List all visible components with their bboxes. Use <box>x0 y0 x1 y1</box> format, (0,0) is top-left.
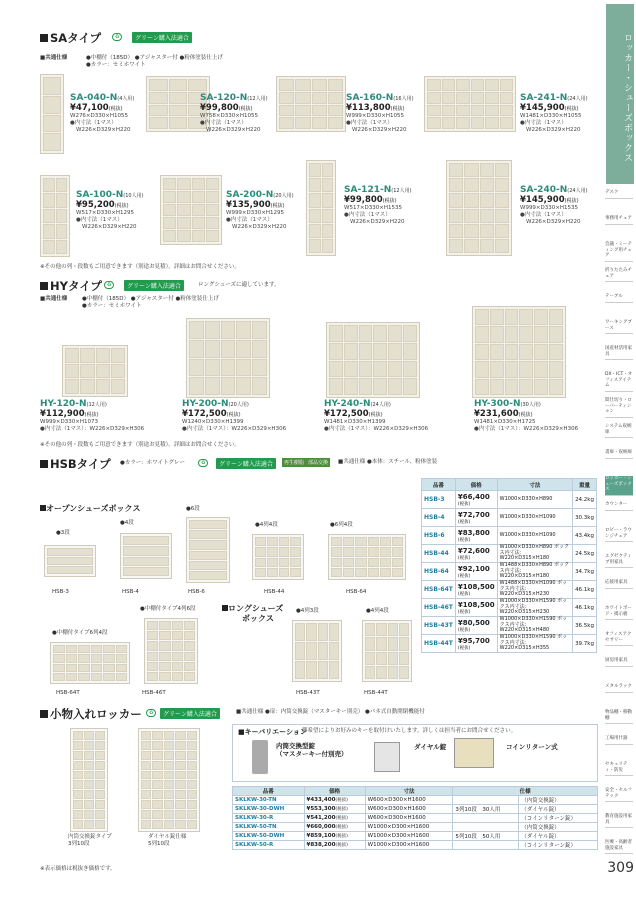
side-nav-item[interactable]: テーブル <box>605 294 633 303</box>
table-row <box>422 545 597 563</box>
side-tab-title: ロッカー・シューズボックス <box>606 4 634 184</box>
cell-dim: W1488×D330×H1090 ボックス内寸法：W220×D315×H230 <box>497 581 572 599</box>
cell-price: ¥83,800 (税抜) <box>455 527 497 545</box>
table-row <box>422 509 597 527</box>
cell-model: HSB-43T <box>422 617 456 635</box>
hy-note: ※その他の列・段数もご用意できます（別途お見積）。詳細はお問合せください。 <box>40 442 240 448</box>
side-nav-item[interactable]: 厨房用家具 <box>605 658 633 667</box>
side-nav-item[interactable]: ワーキングブース <box>605 320 633 334</box>
cell-price: ¥95,700 (税抜) <box>455 635 497 653</box>
cell-lock: （内筒交換錠） <box>519 823 598 832</box>
model-caption: HSB-46T <box>142 690 166 696</box>
hsb-price-table <box>421 478 597 653</box>
th: 仕様 <box>453 787 598 796</box>
page-number: 309 <box>607 860 634 876</box>
hy-section-title: HYタイプ <box>40 278 102 294</box>
table-row <box>233 796 598 805</box>
cell-model: HSB-4 <box>422 509 456 527</box>
cell-lock: （ダイヤル錠） <box>519 832 598 841</box>
spec-color: ●カラー：セミホワイト <box>86 62 146 68</box>
cell-weight: 24.2kg <box>573 491 597 509</box>
cell-price: ¥92,100 (税抜) <box>455 563 497 581</box>
caption: 内筒交換錠タイプ <box>68 834 112 840</box>
sa-item: SA-241-N(24人用) ¥145,900(税抜) W1481×D330×H1055 ●内寸法（1マス） W226×D329×H220 <box>520 93 588 133</box>
key-variation-desc: 御希望によりお好みのキーを取付けいたします。詳しくは担当者にお問合せください。 <box>302 728 517 734</box>
cell-model: HSB-6 <box>422 527 456 545</box>
hy-item: HY-120-N(12人用) ¥112,900(税抜) W999×D330×H1073 ●内寸法（1マス）：W226×D329×H306 <box>40 399 145 432</box>
table-row <box>233 841 598 850</box>
shelf-image <box>160 175 222 245</box>
cell-spec: 5列10段 50人用 <box>453 832 519 841</box>
cell-price: ¥553,300(税抜) <box>304 805 365 814</box>
cell-model: HSB-44T <box>422 635 456 653</box>
side-nav-item[interactable]: 医療・高齢者施設家具 <box>605 840 633 854</box>
key3-label: コインリターン式 <box>506 743 558 751</box>
shelf-image <box>306 160 336 256</box>
recycled-badge: 再生樹脂 <box>284 460 305 466</box>
eco-mark-icon: ♻ <box>104 281 114 289</box>
shelf-image <box>144 618 198 684</box>
th: 寸法 <box>365 787 453 796</box>
label: ●中棚付タイプ6列4段 <box>52 630 108 636</box>
model-caption: HSB-44 <box>264 589 285 595</box>
cell-model: HSB-64T <box>422 581 456 599</box>
eco-mark-icon: ♻ <box>112 33 122 41</box>
side-nav-item[interactable]: DX・ICT・オフィスアイテム <box>605 372 633 392</box>
cell-weight: 30.3kg <box>573 509 597 527</box>
side-nav-item[interactable]: ロビー・ラウンジチェア <box>605 528 633 542</box>
model-caption: HSB-6 <box>188 589 205 595</box>
hsb-color: ●カラー：ホワイトグレー <box>120 460 186 466</box>
th: 品番 <box>233 787 305 796</box>
th: 価格 <box>304 787 365 796</box>
model-caption: HSB-44T <box>364 690 388 696</box>
table-row <box>422 563 597 581</box>
table-row <box>233 805 598 814</box>
cell-weight: 34.7kg <box>573 563 597 581</box>
sa-section-title: SAタイプ <box>40 30 101 46</box>
cell-weight: 24.5kg <box>573 545 597 563</box>
shelf-image <box>446 160 512 256</box>
spec-label: ■共通仕様 <box>40 55 68 61</box>
label: ●6列4段 <box>330 522 353 528</box>
open-shoebox-title: オープンシューズボックス <box>40 503 140 514</box>
cell-dim: W1000×D330×H1090 <box>497 509 572 527</box>
cell-dim: W1000×D330×H1590 ボックス内寸法：W220×D315×H230 <box>497 599 572 617</box>
shelf-image <box>424 76 516 132</box>
cell-dim: W1000×D330×H890 <box>497 491 572 509</box>
cell-price: ¥838,200(税抜) <box>304 841 365 850</box>
cell-dim: W1000×D300×H1600 <box>365 832 453 841</box>
sa-note: ※その他の列・段数もご用意できます（別途お見積）。詳細はお問合せください。 <box>40 264 240 270</box>
side-nav-item[interactable]: 応接用家具 <box>605 580 633 589</box>
cell-price: ¥660,000(税抜) <box>304 823 365 832</box>
table-row <box>233 823 598 832</box>
side-nav-item[interactable]: 事務用チェア <box>605 216 633 225</box>
cell-model: HSB-64 <box>422 563 456 581</box>
cell-price: ¥66,400 (税抜) <box>455 491 497 509</box>
shelf-image <box>252 534 304 580</box>
shelf-image <box>62 345 128 397</box>
table-row <box>422 581 597 599</box>
cell-model: SKLKW-30-R <box>233 814 305 823</box>
shelf-image <box>326 322 420 398</box>
side-nav-item[interactable]: 会議・ミーティング用チェア <box>605 242 633 262</box>
side-nav-item[interactable]: オフィスアクセサリー <box>605 632 633 646</box>
th: 寸法 <box>497 479 572 491</box>
cell-price: ¥859,100(税抜) <box>304 832 365 841</box>
cell-model: SKLKW-30-TN <box>233 796 305 805</box>
side-index <box>602 0 636 900</box>
spec-label: ■共通仕様 <box>40 296 68 302</box>
cell-model: SKLKW-50-DWH <box>233 832 305 841</box>
shelf-image <box>362 620 412 682</box>
shelf-image <box>40 175 70 257</box>
side-nav-item[interactable]: 折りたたみチェア <box>605 268 633 282</box>
cell-spec <box>453 796 519 805</box>
cylinder-lock-icon <box>252 740 268 774</box>
sk-spec: ■共通仕様 ●扉：内筒交換錠（マスターキー別売） ●バネ式自動開閉機能付 <box>236 709 425 715</box>
label: ●中棚付タイプ4列6段 <box>140 606 196 612</box>
cell-model: HSB-46T <box>422 599 456 617</box>
green-badge: グリーン購入法適合 <box>160 708 220 719</box>
shelf-image <box>44 545 96 577</box>
long-shoebox-title: ロングシューズ ボックス <box>222 604 283 624</box>
cell-model: SKLKW-50-R <box>233 841 305 850</box>
caption: 3列10段 <box>68 841 90 847</box>
footnote: ※表示価格は税抜き価格です。 <box>40 866 116 872</box>
shelf-image <box>276 76 346 132</box>
table-row <box>422 599 597 617</box>
cell-dim: W1000×D330×H1090 <box>497 527 572 545</box>
spec-text: ●中棚付（185D） ●アジャスター付 ●粉体塗装仕上げ <box>86 55 223 61</box>
green-badge: グリーン購入法適合 <box>216 458 276 469</box>
cell-weight: 46.1kg <box>573 581 597 599</box>
sa-item: SA-240-N(24人用) ¥145,900(税抜) W999×D330×H1535 ●内寸法（1マス） W226×D329×H220 <box>520 185 588 225</box>
sk-section-title: 小物入れロッカー <box>40 706 142 722</box>
table-row <box>422 635 597 653</box>
side-nav-item[interactable]: 安全・セルフテック <box>605 788 633 802</box>
key1-label: 内筒交換型錠 （マスターキー付別売） <box>276 742 348 758</box>
shelf-image <box>50 642 130 684</box>
model-caption: HSB-3 <box>52 589 69 595</box>
shelf-image <box>328 534 406 580</box>
side-nav-item[interactable]: 物品棚・移動棚 <box>605 710 633 724</box>
cell-model: HSB-44 <box>422 545 456 563</box>
label: ●6段 <box>186 506 200 512</box>
key-variation-title: ■キーバリエーション <box>238 728 307 736</box>
cell-lock: （内筒交換錠） <box>519 796 598 805</box>
side-nav-item[interactable]: 書庫・収納庫 <box>605 450 633 459</box>
cell-weight: 43.4kg <box>573 527 597 545</box>
cell-spec <box>453 823 519 832</box>
sk-price-table <box>232 786 598 850</box>
model-caption: HSB-43T <box>296 690 320 696</box>
cell-price: ¥108,500 (税抜) <box>455 581 497 599</box>
side-nav-item[interactable]: メタルラック <box>605 684 633 693</box>
green-badge: グリーン購入法適合 <box>124 280 184 291</box>
cell-lock: （コインリターン錠） <box>519 814 598 823</box>
th: 価格 <box>455 479 497 491</box>
coin-return-icon <box>454 738 494 768</box>
cell-model: SKLKW-30-DWH <box>233 805 305 814</box>
cell-price: ¥108,500 (税抜) <box>455 599 497 617</box>
hsb-section-title: HSBタイプ <box>40 456 111 472</box>
side-nav-item[interactable]: ホワイトボード・掲示板 <box>605 606 633 620</box>
dial-lock-icon <box>374 742 400 772</box>
side-nav-item[interactable]: 間仕切り・ローパーティション <box>605 398 633 418</box>
label: ●4段 <box>120 520 134 526</box>
cell-dim: W600×D300×H1600 <box>365 805 453 814</box>
spec-color: ●カラー：セミホワイト <box>82 303 142 309</box>
eco-mark-icon: ♻ <box>198 459 208 467</box>
spec-text: ●中棚付（185D） ●アジャスター付 ●粉体塗装仕上げ <box>82 296 219 302</box>
caption: 5列10段 <box>148 841 170 847</box>
cell-weight: 39.7kg <box>573 635 597 653</box>
label: ●4列4段 <box>255 522 278 528</box>
side-nav-item[interactable]: デスク <box>605 190 633 199</box>
th: 品番 <box>422 479 456 491</box>
hy-item: HY-300-N(30人用) ¥231,600(税抜) W1481×D330×H1725 ●内寸法（1マス）：W226×D329×H306 <box>474 399 579 432</box>
sa-item: SA-100-N(10人用) ¥95,200(税抜) W517×D330×H1295 ●内寸法（1マス） W226×D329×H220 <box>76 190 144 230</box>
cell-dim: W1000×D300×H1600 <box>365 823 453 832</box>
sa-item: SA-121-N(12人用) ¥99,800(税抜) W517×D330×H1535 ●内寸法（1マス） W226×D329×H220 <box>344 185 412 225</box>
table-row <box>233 814 598 823</box>
cell-spec <box>453 814 519 823</box>
eco-mark-icon: ♻ <box>146 709 156 717</box>
model-caption: HSB-4 <box>122 589 139 595</box>
cell-spec: 3列10段 30人用 <box>453 805 519 814</box>
cell-dim: W1000×D300×H1600 <box>365 841 453 850</box>
table-row <box>422 617 597 635</box>
cell-price: ¥433,400(税抜) <box>304 796 365 805</box>
cell-dim: W1000×D330×H1590 ボックス内寸法：W220×D315×H355 <box>497 635 572 653</box>
cell-price: ¥80,500 (税抜) <box>455 617 497 635</box>
label: ●3段 <box>56 530 70 536</box>
side-nav-item[interactable]: 教育施設用家具 <box>605 814 633 828</box>
table-header-row <box>233 787 598 796</box>
label: ●4列4段 <box>366 608 389 614</box>
cell-model: SKLKW-50-TN <box>233 823 305 832</box>
table-row <box>422 527 597 545</box>
side-nav-item[interactable]: セキュリティ・防災 <box>605 762 633 776</box>
cell-price: ¥541,200(税抜) <box>304 814 365 823</box>
cell-model: HSB-3 <box>422 491 456 509</box>
shelf-image <box>472 306 566 398</box>
sa-item: SA-120-N(12人用) ¥99,800(税抜) W758×D330×H1055 ●内寸法（1マス） W226×D329×H220 <box>200 93 268 133</box>
hy-item: HY-240-N(24人用) ¥172,500(税抜) W1481×D330×H1399 ●内寸法（1マス）：W226×D329×H306 <box>324 399 429 432</box>
model-caption: HSB-64 <box>346 589 367 595</box>
shelf-image <box>186 517 230 583</box>
cell-dim: W1000×D330×H890 ボックス内寸法：W220×D315×H180 <box>497 545 572 563</box>
shelf-image <box>40 74 64 154</box>
hsb-spec: ■共通仕様 ●本体：スチール、粉体塗装 <box>338 459 438 465</box>
cell-weight: 36.5kg <box>573 617 597 635</box>
hy-item: HY-200-N(20人用) ¥172,500(税抜) W1240×D330×H1399 ●内寸法（1マス）：W226×D329×H306 <box>182 399 287 432</box>
locker-image <box>138 728 200 832</box>
cell-dim: W1000×D330×H1590 ボックス内寸法：W220×D315×H480 <box>497 617 572 635</box>
cell-dim: W1488×D330×H890 ボックス内寸法：W220×D315×H180 <box>497 563 572 581</box>
th: 重量 <box>573 479 597 491</box>
side-nav-item[interactable]: ロッカー・シューズボックス <box>605 476 633 496</box>
hy-extra: ロングシューズに適しています。 <box>198 282 280 288</box>
side-nav-item[interactable]: 工場用什器 <box>605 736 633 745</box>
table-row <box>422 491 597 509</box>
shelf-image <box>120 533 172 579</box>
label: ●4列3段 <box>296 608 319 614</box>
green-badge: グリーン購入法適合 <box>132 32 192 43</box>
cell-lock: （ダイヤル錠） <box>519 805 598 814</box>
side-nav-item[interactable]: 国産材活用家具 <box>605 346 633 360</box>
sa-item: SA-160-N(16人用) ¥113,800(税抜) W999×D330×H1055 ●内寸法（1マス） W226×D329×H220 <box>346 93 414 133</box>
cell-spec <box>453 841 519 850</box>
caption: ダイヤル錠仕様 <box>148 834 187 840</box>
table-header-row <box>422 479 597 491</box>
cell-price: ¥72,700 (税抜) <box>455 509 497 527</box>
locker-image <box>70 728 108 832</box>
cell-dim: W600×D300×H1600 <box>365 796 453 805</box>
sa-item: SA-040-N(4人用) ¥47,100(税抜) W276×D330×H1055 ●内寸法（1マス） W226×D329×H220 <box>70 93 135 133</box>
sa-item: SA-200-N(20人用) ¥135,900(税抜) W999×D330×H1295 ●内寸法（1マス） W226×D329×H220 <box>226 190 294 230</box>
cell-lock: （コインリターン錠） <box>519 841 598 850</box>
shelf-image <box>186 318 270 398</box>
key2-label: ダイヤル錠 <box>414 743 447 751</box>
side-nav-item[interactable]: エグゼクティブ用家具 <box>605 554 633 568</box>
shelf-image <box>292 620 342 682</box>
model-caption: HSB-64T <box>56 690 80 696</box>
side-nav-item[interactable]: システム収納庫 <box>605 424 633 438</box>
parts-badge: 部品交換 <box>308 460 329 466</box>
cell-price: ¥72,600 (税抜) <box>455 545 497 563</box>
side-nav-item[interactable]: カウンター <box>605 502 633 511</box>
table-row <box>233 832 598 841</box>
cell-weight: 46.1kg <box>573 599 597 617</box>
cell-dim: W600×D300×H1600 <box>365 814 453 823</box>
